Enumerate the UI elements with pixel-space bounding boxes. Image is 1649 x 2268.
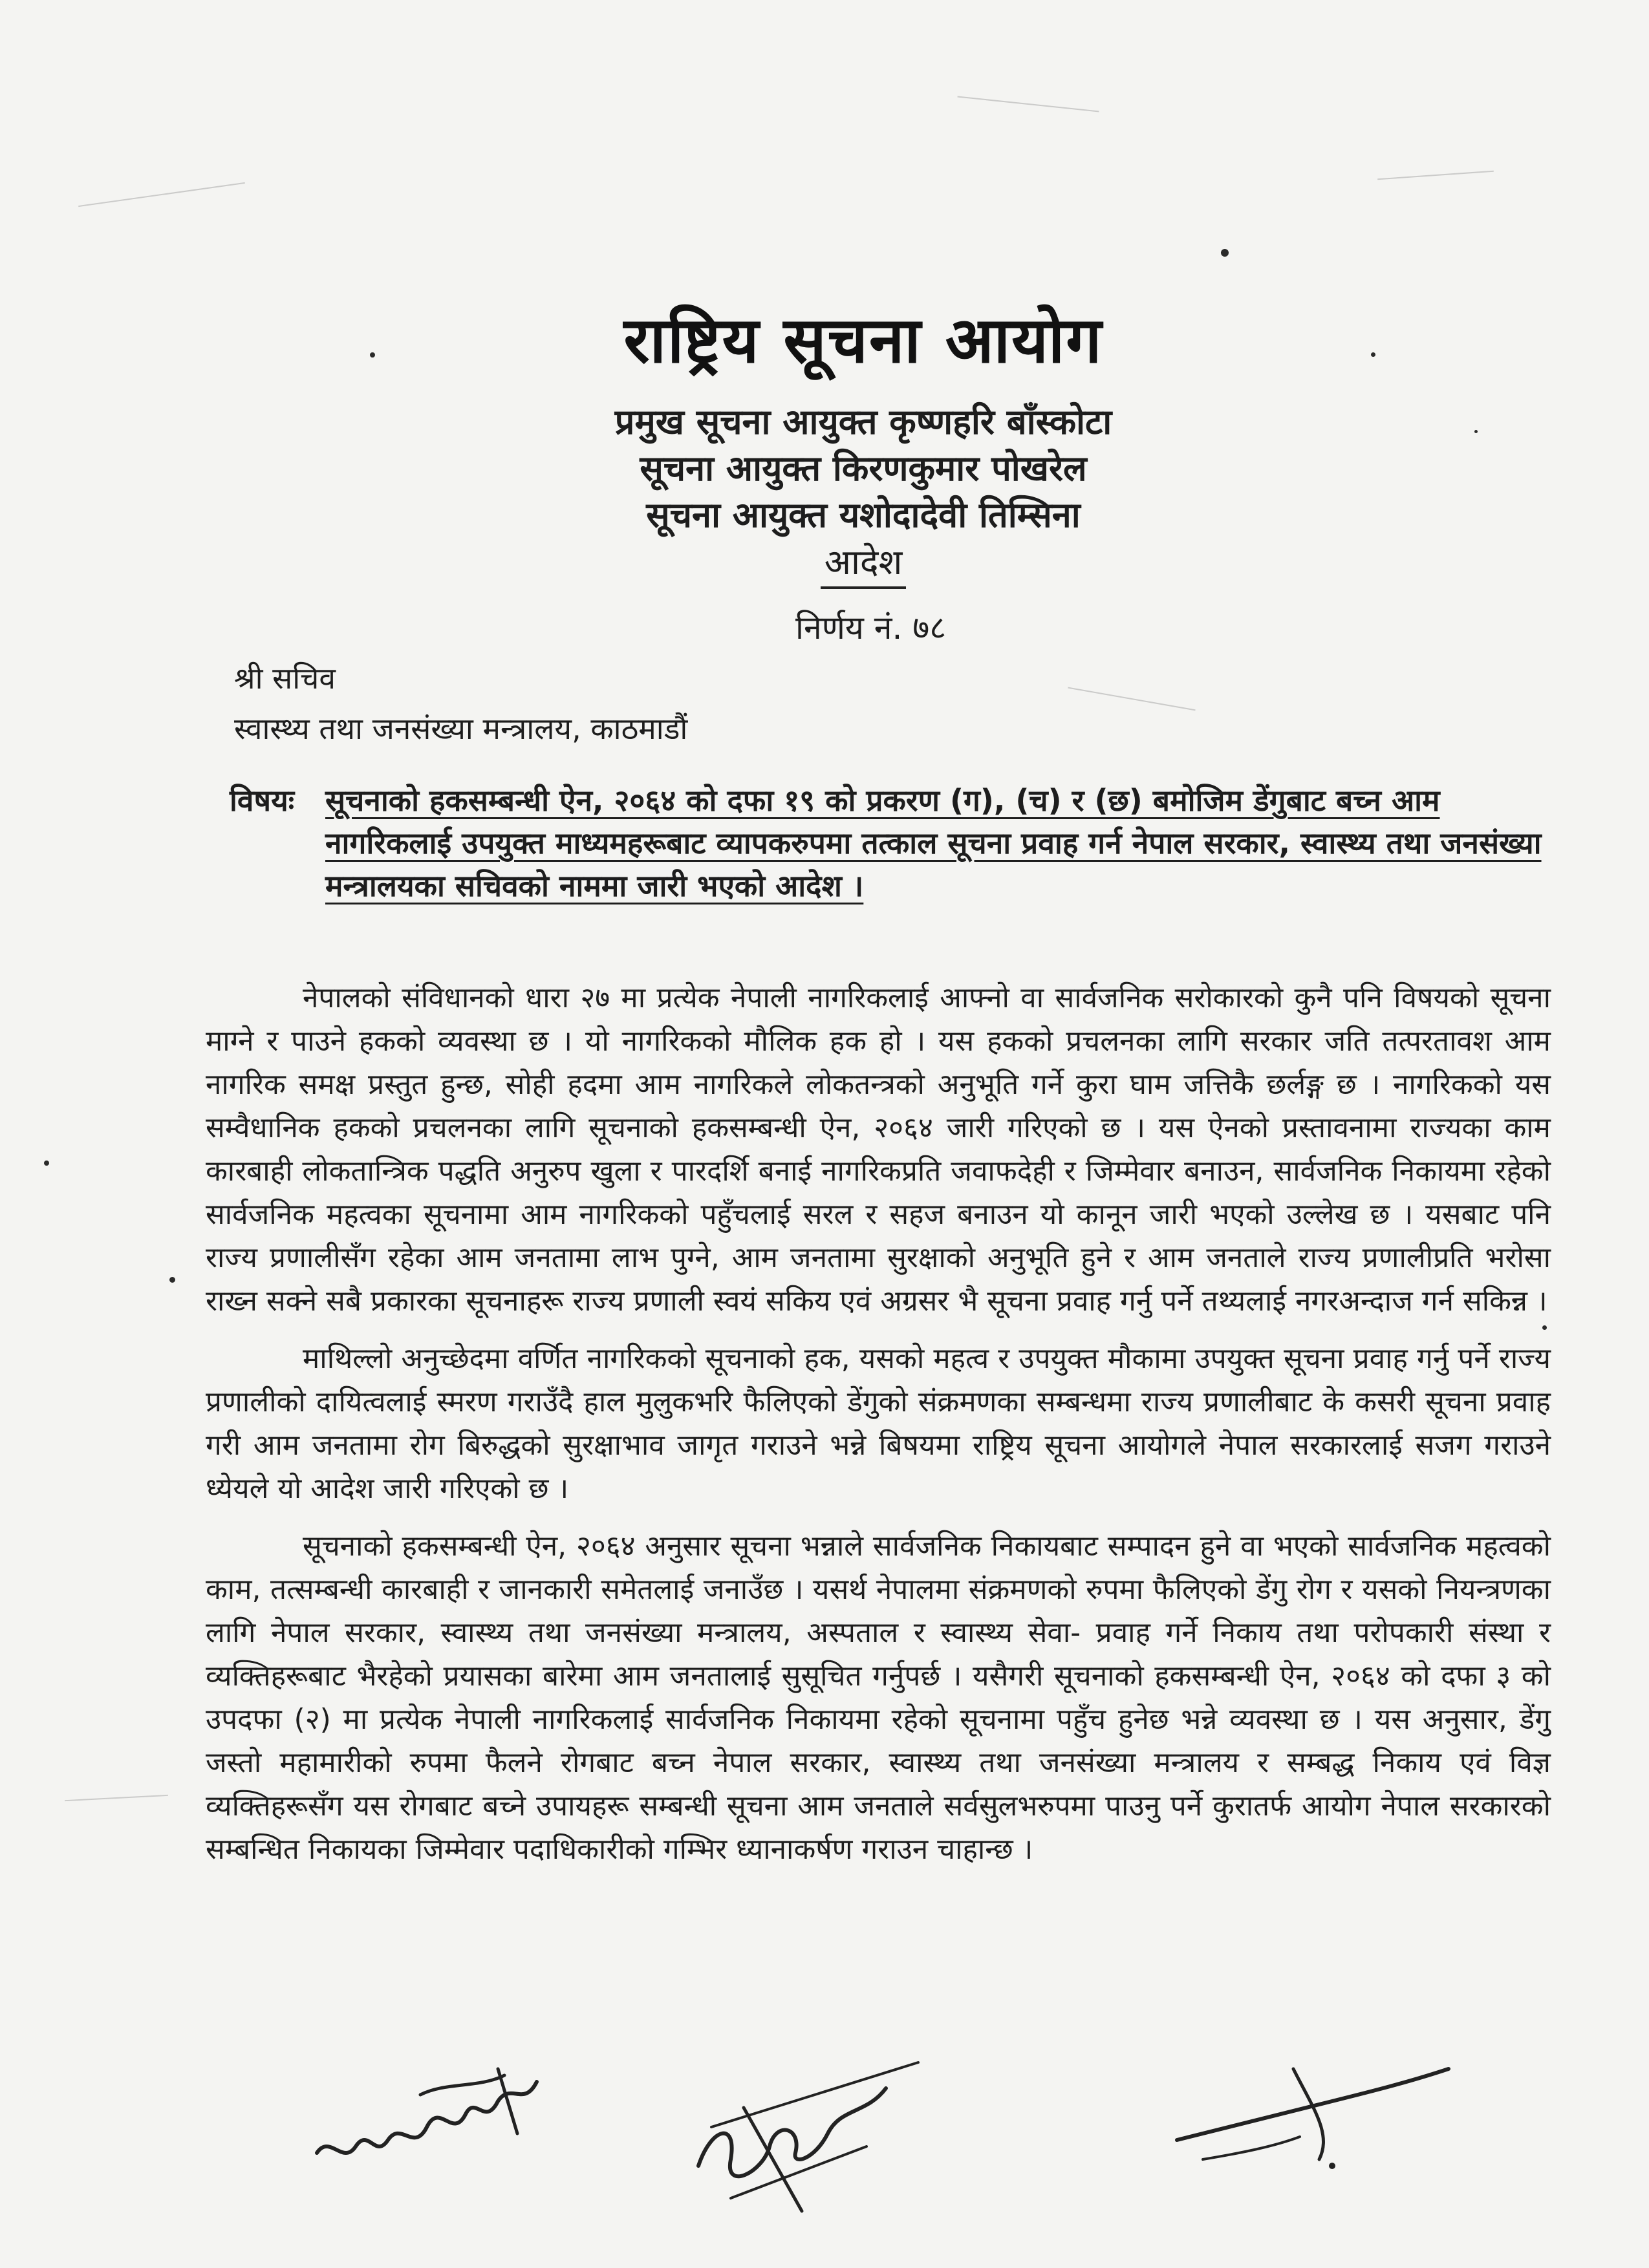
body-paragraph: माथिल्लो अनुच्छेदमा वर्णित नागरिकको सूचनाको हक, यसको महत्व र उपयुक्त मौकामा उपयुक्त सूचना प्रवाह गर्नु पर्ने राज्य प्रणालीको दायित्वलाई स्मरण गराउँदै हाल मुलुकभरि फैलिएको डेंगुको संक्रमणका सम्बन्धमा राज्य प्रणालीबाट के कसरी सूचना प्रवाह गरी आम जनतामा रोग बिरुद्धको सुरक्षाभाव जागृत गराउने भन्ने बिषयमा राष्ट्रिय सूचना आयोगले नेपाल सरकारलाई सजग गराउने ध्येयले यो आदेश जारी गरिएको छ । <box>206 1342 1551 1505</box>
subject-block <box>230 779 1555 907</box>
body-paragraph: सूचनाको हकसम्बन्धी ऐन, २०६४ अनुसार सूचना भन्नाले सार्वजनिक निकायबाट सम्पादन हुने वा भएको सार्वजनिक महत्वको काम, तत्सम्बन्धी कारबाही र जानकारी समेतलाई जनाउँछ । यसर्थ नेपालमा संक्रमणको रुपमा फैलिएको डेंगु रोग र यसको नियन्त्रणका लागि नेपाल सरकार, स्वास्थ्य तथा जनसंख्या मन्त्रालय, अस्पताल र स्वास्थ्य सेवा- प्रवाह गर्ने निकाय तथा परोपकारी संस्था र व्यक्तिहरूबाट भैरहेको प्रयासका बारेमा आम जनतालाई सुसूचित गर्नुपर्छ । यसैगरी सूचनाको हकसम्बन्धी ऐन, २०६४ को दफा ३ को उपदफा (२) मा प्रत्येक नेपाली नागरिकलाई सार्वजनिक निकायमा रहेको सूचनामा पहुँच हुनेछ भन्ने व्यवस्था छ । यस अनुसार, डेंगु जस्तो महामारीको रुपमा फैलने रोगबाट बच्न नेपाल सरकार, स्वास्थ्य तथा जनसंख्या मन्त्रालय र सम्बद्ध निकाय एवं विज्ञ व्यक्तिहरूसँग यस रोगबाट बच्ने उपायहरू सम्बन्धी सूचना आम जनताले सर्वसुलभरुपमा पाउनु पर्ने कुरातर्फ आयोग नेपाल सरकारको सम्बन्धित निकायका जिम्मेवार पदाधिकारीको गम्भिर ध्यानाकर्षण गराउन चाहान्छ । <box>206 1530 1551 1866</box>
subject-text: सूचनाको हकसम्बन्धी ऐन, २०६४ को दफा १९ को प्रकरण (ग), (च) र (छ) बमोजिम डेंगुबाट बच्न आम नागरिकलाई उपयुक्त माध्यमहरूबाट व्यापकरुपमा तत्काल सूचना प्रवाह गर्न नेपाल सरकार, स्वास्थ्य तथा जनसंख्या मन्त्रालयका सचिवको नाममा जारी भएको आदेश । <box>325 783 1542 903</box>
scan-speck <box>169 1277 175 1283</box>
organization-title: राष्ट्रिय सूचना आयोग <box>623 304 1103 378</box>
recipient-office: स्वास्थ्य तथा जनसंख्या मन्त्रालय, काठमाडौं <box>234 711 688 746</box>
order-body <box>206 976 1551 1885</box>
scan-streak <box>65 1795 168 1801</box>
subject-label: विषयः <box>230 783 295 818</box>
scan-streak <box>1377 171 1494 180</box>
order-heading: आदेश <box>821 539 907 589</box>
signature-right <box>1164 2030 1461 2185</box>
decision-number: निर्णय नं. ७८ <box>795 609 947 647</box>
body-paragraph: नेपालको संविधानको धारा २७ मा प्रत्येक नेपाली नागरिकलाई आफ्नो वा सार्वजनिक सरोकारको कुनै पनि विषयको सूचना माग्ने र पाउने हकको व्यवस्था छ । यो नागरिकको मौलिक हक हो । यस हकको प्रचलनका लागि सरकार जति तत्परतावश आम नागरिक समक्ष प्रस्तुत हुन्छ, सोही हदमा आम नागरिकले लोकतन्त्रको अनुभूति गर्ने कुरा घाम जत्तिकै छर्लङ्ग छ । नागरिकको यस सम्वैधानिक हकको प्रचलनका लागि सूचनाको हकसम्बन्धी ऐन, २०६४ जारी गरिएको छ । यस ऐनको प्रस्तावनामा राज्यका काम कारबाही लोकतान्त्रिक पद्धति अनुरुप खुला र पारदर्शि बनाई नागरिकप्रति जवाफदेही र जिम्मेवार बनाउन, सार्वजनिक निकायमा रहेको सार्वजनिक महत्वका सूचनामा आम नागरिकको पहुँचलाई सरल र सहज बनाउन यो कानून जारी भएको उल्लेख छ । यसबाट पनि राज्य प्रणालीसँग रहेका आम जनतामा लाभ पुग्ने, आम जनतामा सुरक्षाको अनुभूति हुने र आम जनताले राज्य प्रणालीप्रति भरोसा राख्न सक्ने सबै प्रकारका सूचनाहरू राज्य प्रणाली स्वयं सकिय एवं अग्रसर भै सूचना प्रवाह गर्नु पर्ने तथ्यलाई नगरअन्दाज गर्न सकिन्न । <box>206 981 1551 1318</box>
commissioner-1: सूचना आयुक्त किरणकुमार पोखरेल <box>640 448 1087 489</box>
signature-center <box>673 2049 944 2218</box>
recipient-title: श्री सचिव <box>234 661 336 696</box>
scan-streak <box>1068 687 1195 711</box>
signature-left <box>304 2056 576 2185</box>
scan-speck <box>1221 249 1229 257</box>
scan-streak <box>78 182 245 207</box>
commissioner-2: सूचना आयुक्त यशोदादेवी तिम्सिना <box>646 495 1081 535</box>
scan-streak <box>957 96 1099 112</box>
chief-commissioner: प्रमुख सूचना आयुक्त कृष्णहरि बाँस्कोटा <box>614 401 1112 442</box>
signature-area <box>0 2056 1649 2250</box>
scan-speck <box>44 1161 49 1166</box>
recipient-address <box>234 653 687 754</box>
document-header <box>0 294 1649 589</box>
